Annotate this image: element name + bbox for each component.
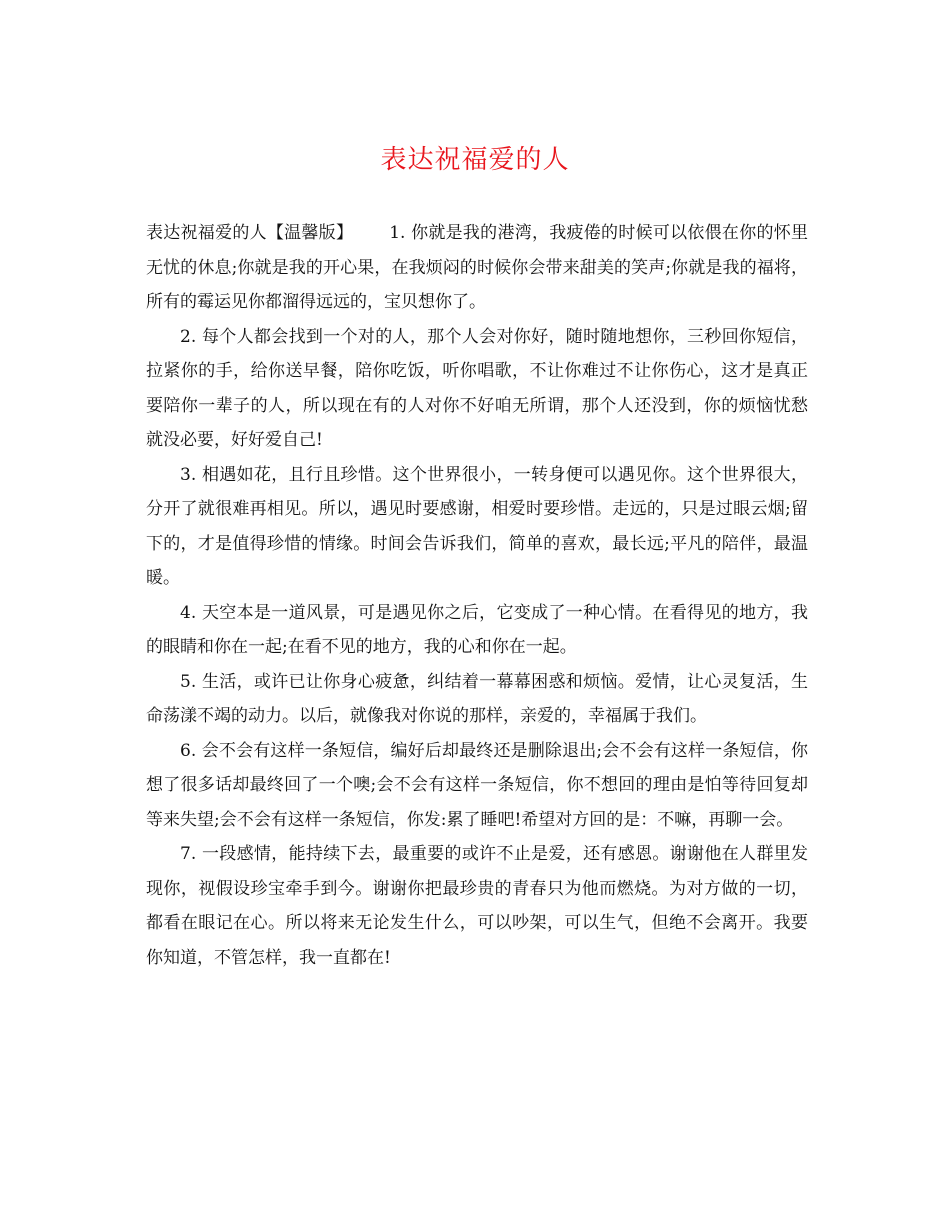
paragraph-3: 3. 相遇如花，且行且珍惜。这个世界很小，一转身便可以遇见你。这个世界很大，分开了就很难再相见。所以，遇见时要感谢，相爱时要珍惜。走远的，只是过眼云烟;留下的，才是值得珍惜的情缘。时间会告诉我们，简单的喜欢，最长远;平凡的陪伴，最温暖。: [146, 464, 808, 588]
paragraph-5: 5. 生活，或许已让你身心疲惫，纠结着一幕幕困惑和烦恼。爱情，让心灵复活，生命荡漾不竭的动力。以后，就像我对你说的那样，亲爱的，幸福属于我们。: [146, 671, 808, 726]
paragraph-text: 1. 你就是我的港湾，我疲倦的时候可以依偎在你的怀里无忧的休息;你就是我的开心果，在我烦闷的时候你会带来甜美的笑声;你就是我的福将，所有的霉运见你都溜得远远的，宝贝想你了。: [146, 223, 809, 312]
paragraph-4: 4. 天空本是一道风景，可是遇见你之后，它变成了一种心情。在看得见的地方，我的眼睛和你在一起;在看不见的地方，我的心和你在一起。: [146, 602, 808, 657]
paragraph-2: 2. 每个人都会找到一个对的人，那个人会对你好，随时随地想你，三秒回你短信，拉紧你的手，给你送早餐，陪你吃饭，听你唱歌，不让你难过不让你伤心，这才是真正要陪你一辈子的人，所以现在有的人对你不好咱无所谓，那个人还没到，你的烦恼忧愁就没必要，好好爱自己!: [146, 326, 808, 450]
document-body: [146, 216, 808, 975]
paragraph-7: 7. 一段感情，能持续下去，最重要的或许不止是爱，还有感恩。谢谢他在人群里发现你，视假设珍宝牵手到今。谢谢你把最珍贵的青春只为他而燃烧。为对方做的一切，都看在眼记在心。所以将来无论发生什么，可以吵架，可以生气，但绝不会离开。我要你知道，不管怎样，我一直都在!: [146, 844, 808, 968]
document-title: 表达祝福爱的人: [380, 145, 570, 175]
paragraph-1: [146, 216, 808, 320]
lead-heading: 表达祝福爱的人【温馨版】: [146, 223, 354, 243]
paragraph-6: 6. 会不会有这样一条短信，编好后却最终还是删除退出;会不会有这样一条短信，你想了很多话却最终回了一个噢;会不会有这样一条短信，你不想回的理由是怕等待回复却等来失望;会不会有这样一条短信，你发:累了睡吧!希望对方回的是：不嘛，再聊一会。: [146, 740, 808, 830]
